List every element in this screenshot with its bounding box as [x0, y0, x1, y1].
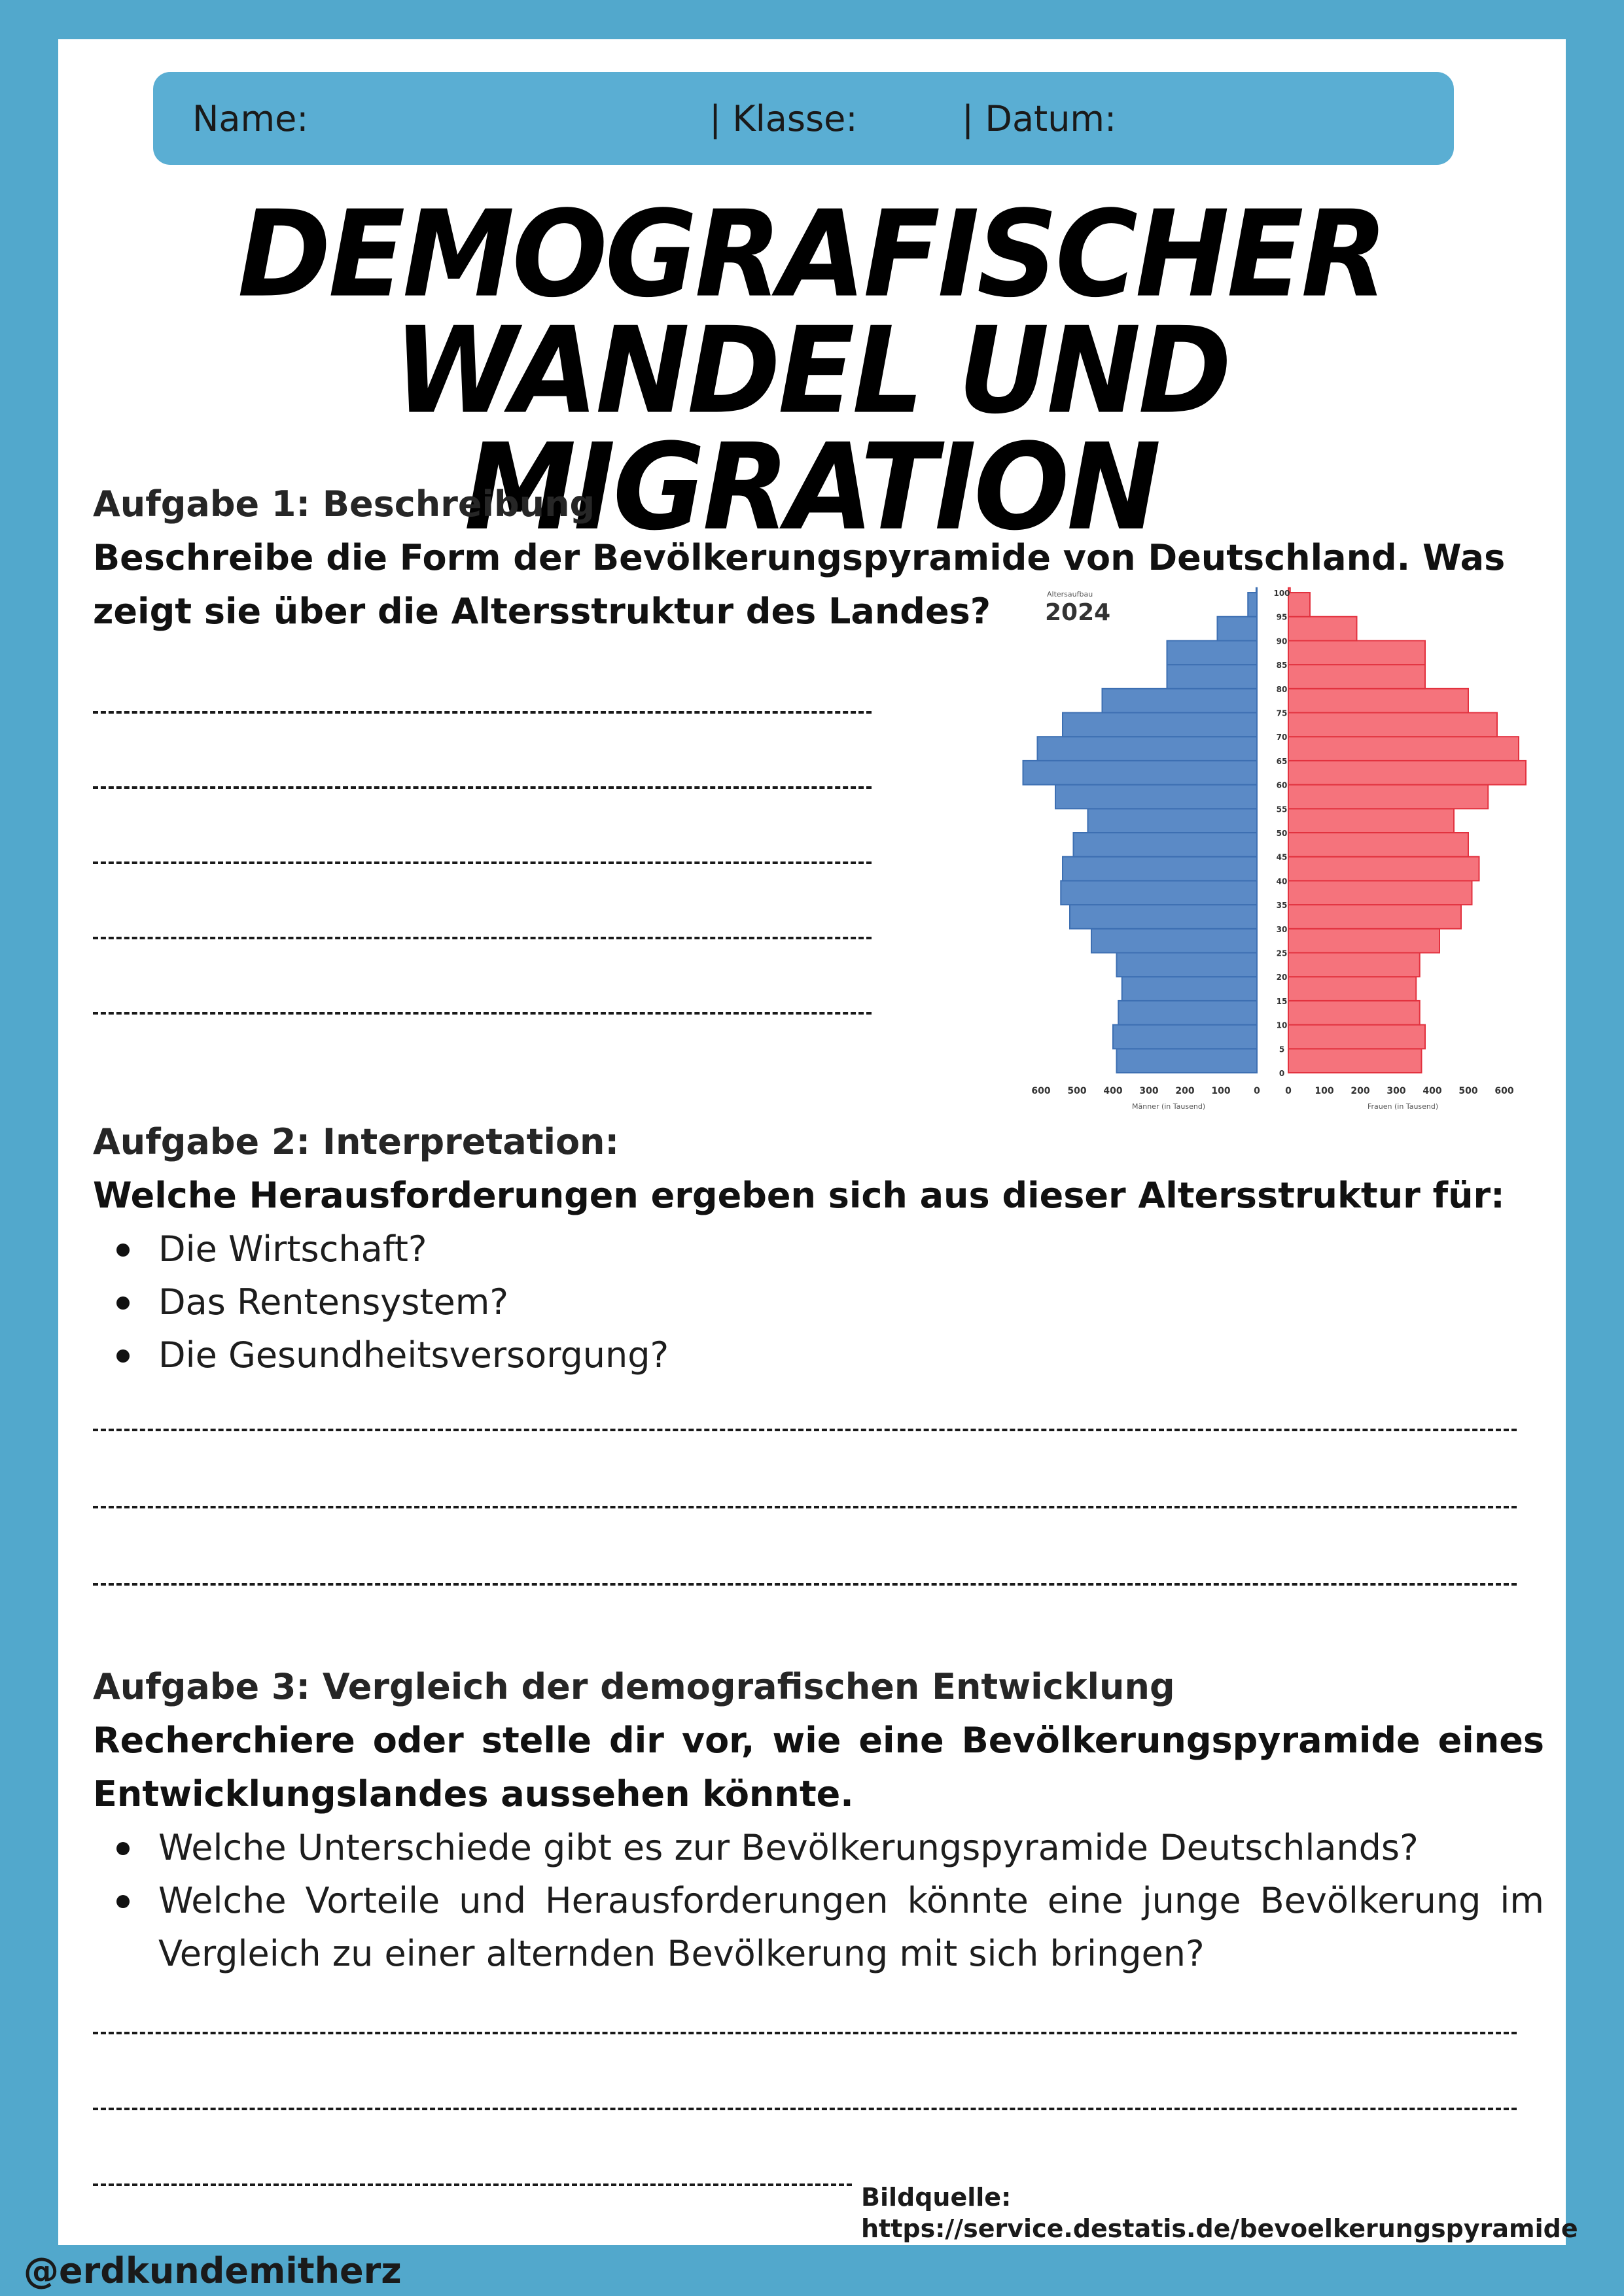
task3-heading: Aufgabe 3: Vergleich der demografischen Entwicklung	[93, 1666, 1175, 1707]
page-title: DEMOGRAFISCHER WANDEL UND MIGRATION	[238, 184, 1385, 557]
male-bar	[1091, 929, 1257, 953]
x-tick-label: 0	[1254, 1086, 1260, 1096]
male-bar	[1113, 1025, 1257, 1049]
female-bar	[1288, 737, 1519, 761]
male-bar	[1122, 977, 1257, 1001]
birth-year-tick-label: 1995	[1257, 931, 1273, 939]
x-tick-label: 100	[1315, 1086, 1334, 1096]
female-bar	[1288, 640, 1425, 665]
answer-line[interactable]	[93, 861, 872, 864]
answer-line[interactable]	[93, 1012, 872, 1015]
birth-year-tick-label: 2000	[1257, 955, 1273, 962]
x-tick-label: 300	[1139, 1086, 1159, 1096]
birth-year-tick-label: 1950	[1257, 715, 1273, 722]
list-item: Welche Vorteile und Herausforderungen könnte eine junge Bevölkerung im Vergleich zu einer alternden Bevölkerung mit sich bringen?	[158, 1874, 1544, 1980]
female-bar	[1288, 1025, 1425, 1049]
x-tick-label: 400	[1422, 1086, 1442, 1096]
birth-year-tick-label: 2020	[1257, 1051, 1273, 1058]
list-item: Welche Unterschiede gibt es zur Bevölkerungspyramide Deutschlands?	[158, 1821, 1544, 1874]
birth-year-tick-label: 1970	[1257, 811, 1273, 818]
age-tick-label: 85	[1276, 661, 1288, 670]
female-bar	[1288, 617, 1357, 641]
age-tick-label: 35	[1276, 901, 1288, 911]
image-source-label: Bildquelle:	[861, 2183, 1012, 2212]
female-bar	[1288, 977, 1416, 1001]
age-tick-label: 40	[1276, 877, 1288, 886]
x-tick-label: 200	[1350, 1086, 1370, 1096]
female-bar	[1288, 689, 1468, 713]
birth-year-tick-label: 2005	[1257, 979, 1273, 986]
birth-year-tick-label: 1975	[1257, 835, 1273, 843]
answer-line[interactable]	[93, 1583, 1517, 1586]
student-info-bar	[153, 72, 1454, 165]
age-tick-label: 95	[1276, 612, 1288, 622]
male-bar	[1218, 617, 1258, 641]
male-bar	[1248, 593, 1257, 617]
task2-question: Welche Herausforderungen ergeben sich aus dieser Altersstruktur für:	[93, 1175, 1505, 1216]
x-tick-label: 100	[1211, 1086, 1231, 1096]
female-bar	[1288, 761, 1526, 785]
age-tick-label: 100	[1273, 589, 1290, 598]
age-tick-label: 60	[1276, 780, 1288, 790]
female-bar	[1288, 953, 1420, 977]
age-tick-label: 45	[1276, 852, 1288, 862]
answer-line[interactable]	[93, 2183, 852, 2186]
age-tick-label: 30	[1276, 924, 1288, 934]
chart-year: 2024	[1045, 599, 1111, 626]
task1-heading: Aufgabe 1: Beschreibung	[93, 483, 595, 525]
answer-line[interactable]	[93, 1429, 1517, 1431]
male-bar	[1103, 689, 1258, 713]
age-tick-label: 20	[1276, 973, 1288, 983]
female-bar	[1288, 1001, 1420, 1025]
age-tick-label: 65	[1276, 756, 1288, 766]
x-tick-label: 0	[1285, 1086, 1292, 1096]
date-label: | Datum:	[962, 98, 1117, 139]
female-axis-label: Frauen (in Tausend)	[1368, 1102, 1439, 1111]
age-tick-label: 0	[1279, 1069, 1285, 1078]
age-tick-label: 10	[1276, 1020, 1288, 1030]
image-source-url: https://service.destatis.de/bevoelkerungspyramide	[861, 2214, 1578, 2243]
male-bar	[1070, 905, 1257, 929]
x-tick-label: 600	[1031, 1086, 1051, 1096]
birth-year-tick-label: 1985	[1257, 883, 1273, 890]
answer-line[interactable]	[93, 711, 872, 714]
list-item: Die Wirtschaft?	[158, 1223, 669, 1276]
birth-year-tick-label: 2010	[1257, 1003, 1273, 1011]
x-tick-label: 300	[1386, 1086, 1406, 1096]
male-bar	[1055, 785, 1257, 809]
age-tick-label: 90	[1276, 636, 1288, 646]
answer-line[interactable]	[93, 2108, 1517, 2110]
age-tick-label: 15	[1276, 996, 1288, 1006]
answer-line[interactable]	[93, 1506, 1517, 1508]
female-bar	[1288, 1049, 1422, 1073]
male-bar	[1256, 588, 1257, 593]
age-tick-label: 80	[1276, 684, 1288, 694]
male-bar	[1117, 1049, 1258, 1073]
female-bar	[1288, 809, 1454, 833]
male-bar	[1023, 761, 1258, 785]
task1-question: Beschreibe die Form der Bevölkerungspyramide von Deutschland. Was zeigt sie über die Altersstruktur des Landes?	[93, 537, 1506, 632]
x-tick-label: 600	[1494, 1086, 1514, 1096]
task3-question: Recherchiere oder stelle dir vor, wie eine Bevölkerungspyramide eines Entwicklungslandes aussehen könnte.	[93, 1720, 1544, 1815]
male-bar	[1061, 880, 1257, 905]
x-tick-label: 400	[1103, 1086, 1123, 1096]
birth-year-tick-label: 1960	[1257, 763, 1273, 771]
image-source	[861, 2182, 1578, 2244]
age-tick-label: 5	[1279, 1045, 1285, 1054]
male-bar	[1167, 665, 1258, 689]
female-bar	[1288, 905, 1461, 929]
birth-year-tick-label: 1990	[1257, 907, 1273, 914]
task2-heading: Aufgabe 2: Interpretation:	[93, 1121, 620, 1162]
list-item: Das Rentensystem?	[158, 1276, 669, 1329]
female-bar	[1288, 929, 1439, 953]
female-bar	[1288, 713, 1497, 737]
answer-line[interactable]	[93, 786, 872, 789]
male-axis-label: Männer (in Tausend)	[1132, 1102, 1206, 1111]
female-bar	[1288, 665, 1425, 689]
birth-year-tick-label: 1935	[1257, 643, 1273, 650]
female-bar	[1288, 593, 1310, 617]
x-tick-label: 500	[1067, 1086, 1087, 1096]
birth-year-tick-label: 1955	[1257, 739, 1273, 746]
population-pyramid-chart	[1031, 582, 1514, 1119]
task3-bullet-list	[93, 1821, 1544, 1980]
x-tick-label: 200	[1175, 1086, 1195, 1096]
birth-year-tick-label: 1945	[1257, 691, 1273, 699]
male-bar	[1117, 953, 1258, 977]
age-tick-label: 55	[1276, 805, 1288, 814]
age-tick-label: 75	[1276, 708, 1288, 718]
answer-line[interactable]	[93, 2032, 1517, 2034]
male-bar	[1063, 713, 1257, 737]
class-label: | Klasse:	[709, 98, 858, 139]
answer-line[interactable]	[93, 937, 872, 939]
x-tick-label: 500	[1458, 1086, 1478, 1096]
female-bar	[1288, 785, 1488, 809]
male-bar	[1118, 1001, 1257, 1025]
male-bar	[1038, 737, 1258, 761]
age-tick-label: 25	[1276, 948, 1288, 958]
female-bar	[1288, 857, 1479, 881]
list-item: Die Gesundheitsversorgung?	[158, 1329, 669, 1382]
birth-year-tick-label: 1965	[1257, 787, 1273, 794]
author-handle: @erdkundemitherz	[24, 2250, 402, 2291]
task2-bullet-list	[93, 1223, 669, 1382]
female-bar	[1288, 833, 1468, 857]
birth-year-tick-label: 1940	[1257, 667, 1273, 674]
age-tick-label: 50	[1276, 829, 1288, 838]
male-bar	[1167, 640, 1258, 665]
age-tick-label: 70	[1276, 733, 1288, 742]
male-bar	[1074, 833, 1258, 857]
male-bar	[1063, 857, 1257, 881]
female-bar	[1288, 880, 1472, 905]
chart-title: Altersaufbau	[1047, 590, 1093, 599]
male-bar	[1088, 809, 1258, 833]
birth-year-tick-label: 2015	[1257, 1027, 1273, 1034]
birth-year-tick-label: 1980	[1257, 860, 1273, 867]
name-label: Name:	[192, 98, 309, 139]
